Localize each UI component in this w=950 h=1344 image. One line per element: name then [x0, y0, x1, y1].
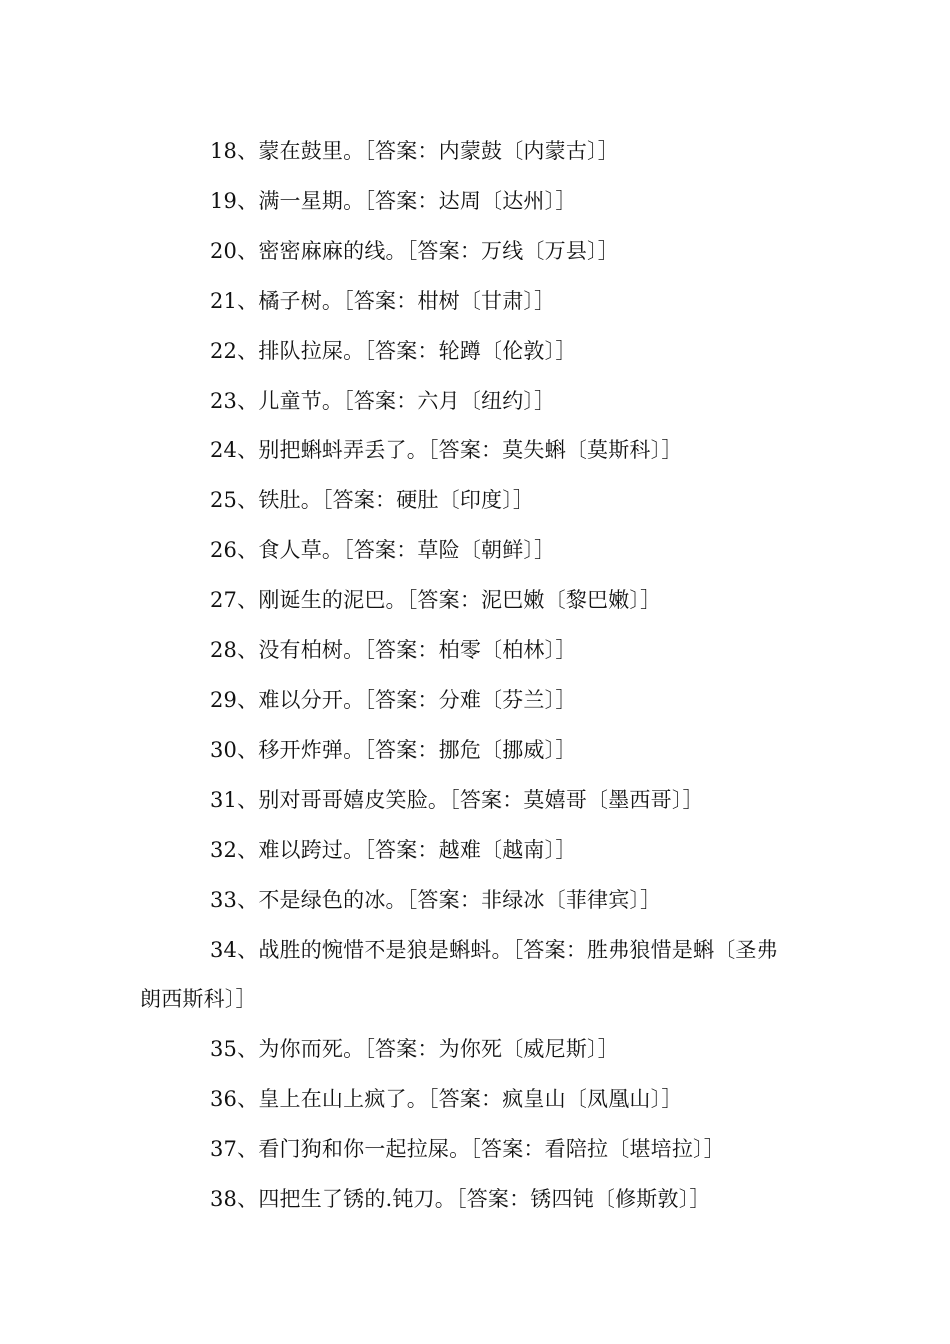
riddle-line: 20、密密麻麻的线。［答案：万线〔万县〕］	[210, 238, 619, 263]
document-body	[140, 127, 810, 1225]
riddle-line: 37、看门狗和你一起拉屎。［答案：看陪拉〔堪培拉〕］	[210, 1137, 725, 1162]
riddle-line: 32、难以跨过。［答案：越难〔越南〕］	[210, 837, 577, 862]
riddle-line: 24、别把蝌蚪弄丢了。［答案：莫失蝌〔莫斯科〕］	[210, 438, 683, 463]
riddle-line: 34、战胜的惋惜不是狼是蝌蚪。［答案：胜弗狼惜是蝌〔圣弗	[210, 937, 778, 962]
riddle-line: 21、橘子树。［答案：柑树〔甘肃〕］	[210, 288, 556, 313]
riddle-line: 31、别对哥哥嬉皮笑脸。［答案：莫嬉哥〔墨西哥〕］	[210, 787, 704, 812]
riddle-line: 30、移开炸弹。［答案：挪危〔挪威〕］	[210, 737, 577, 762]
riddle-line: 28、没有柏树。［答案：柏零〔柏林〕］	[210, 638, 577, 663]
riddle-line: 23、儿童节。［答案：六月〔纽约〕］	[210, 388, 556, 413]
riddle-line: 25、铁肚。［答案：硬肚〔印度〕］	[210, 488, 535, 513]
riddle-line-continuation: 朗西斯科〕］	[140, 987, 257, 1012]
riddle-line: 33、不是绿色的冰。［答案：非绿冰〔菲律宾〕］	[210, 887, 662, 912]
riddle-line: 35、为你而死。［答案：为你死〔威尼斯〕］	[210, 1037, 619, 1062]
riddle-line: 19、满一星期。［答案：达周〔达州〕］	[210, 188, 577, 213]
riddle-line: 22、排队拉屎。［答案：轮蹲〔伦敦〕］	[210, 338, 577, 363]
riddle-line: 29、难以分开。［答案：分难〔芬兰〕］	[210, 687, 577, 712]
riddle-line: 27、刚诞生的泥巴。［答案：泥巴嫩〔黎巴嫩〕］	[210, 588, 662, 613]
riddle-line: 26、食人草。［答案：草险〔朝鲜〕］	[210, 538, 556, 563]
riddle-line: 18、蒙在鼓里。［答案：内蒙鼓〔内蒙古〕］	[210, 139, 619, 163]
riddle-line: 38、四把生了锈的.钝刀。［答案：锈四钝〔修斯敦〕］	[210, 1187, 711, 1212]
riddle-line: 36、皇上在山上疯了。［答案：疯皇山〔凤凰山〕］	[210, 1087, 683, 1112]
